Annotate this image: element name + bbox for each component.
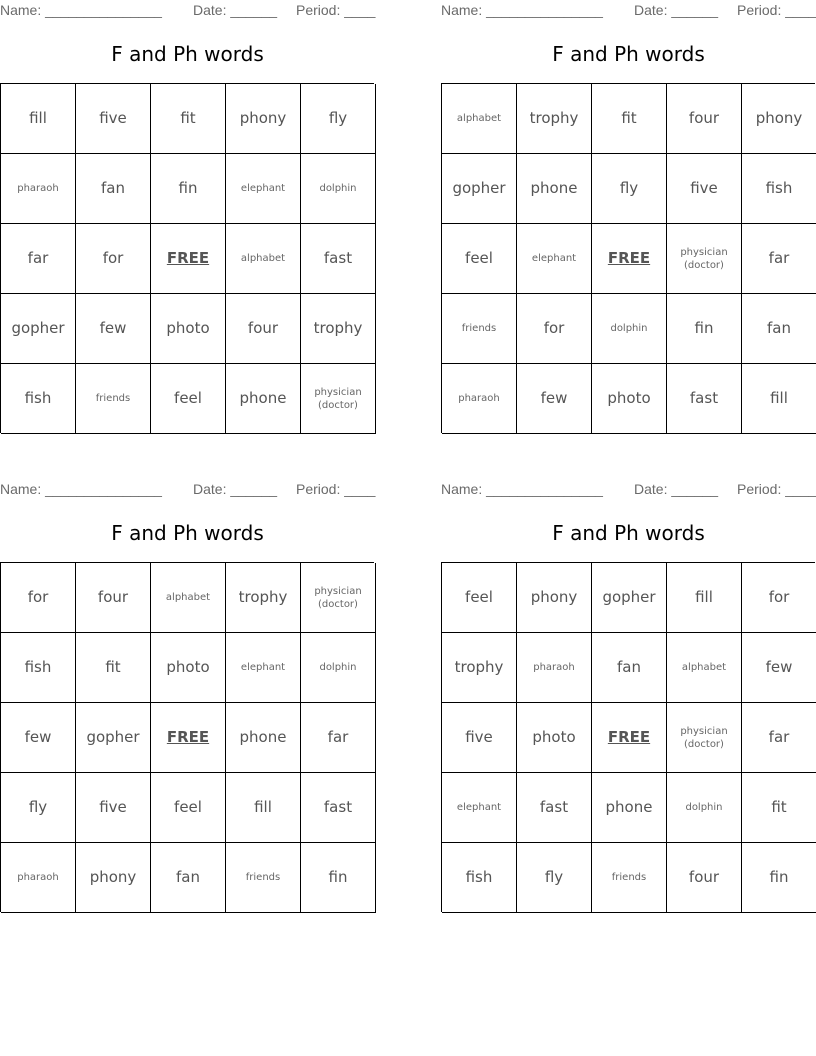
- bingo-cell: phony: [76, 843, 151, 913]
- bingo-cell: four: [667, 843, 742, 913]
- bingo-cell: fit: [76, 633, 151, 703]
- card-header: [441, 0, 816, 22]
- bingo-cell: phone: [226, 364, 301, 434]
- bingo-cell: fill: [667, 563, 742, 633]
- date-field-label: Date: ______: [634, 2, 719, 18]
- bingo-cell: fast: [301, 224, 376, 294]
- bingo-cell: alphabet: [226, 224, 301, 294]
- bingo-cell: four: [76, 563, 151, 633]
- bingo-cell: far: [301, 703, 376, 773]
- bingo-cell: fan: [76, 154, 151, 224]
- bingo-cell: fit: [742, 773, 816, 843]
- bingo-cell: fish: [1, 364, 76, 434]
- bingo-cell: physician (doctor): [301, 563, 376, 633]
- bingo-cell: for: [76, 224, 151, 294]
- name-field-label: Name: _______________: [441, 481, 603, 497]
- bingo-cell: five: [76, 773, 151, 843]
- bingo-cell: feel: [151, 773, 226, 843]
- bingo-cell: friends: [592, 843, 667, 913]
- bingo-cell: photo: [592, 364, 667, 434]
- bingo-cell: fast: [301, 773, 376, 843]
- bingo-cell: phony: [226, 84, 301, 154]
- bingo-cell: alphabet: [442, 84, 517, 154]
- bingo-grid: [441, 562, 815, 912]
- bingo-cell: trophy: [226, 563, 301, 633]
- bingo-cell: few: [742, 633, 816, 703]
- date-field-label: Date: ______: [193, 2, 278, 18]
- card-header: [0, 479, 375, 501]
- bingo-cell: fly: [1, 773, 76, 843]
- bingo-cell: elephant: [226, 154, 301, 224]
- bingo-cell: dolphin: [667, 773, 742, 843]
- bingo-card-1: [0, 0, 376, 411]
- bingo-cell: elephant: [226, 633, 301, 703]
- bingo-cell: pharaoh: [517, 633, 592, 703]
- bingo-cell: fit: [151, 84, 226, 154]
- period-field-label: Period: ____: [296, 481, 376, 497]
- bingo-cell: gopher: [1, 294, 76, 364]
- bingo-cell: phone: [517, 154, 592, 224]
- free-space-cell: FREE: [151, 224, 226, 294]
- bingo-cell: gopher: [592, 563, 667, 633]
- period-field-label: Period: ____: [737, 2, 816, 18]
- period-field-label: Period: ____: [296, 2, 376, 18]
- bingo-cell: fin: [151, 154, 226, 224]
- bingo-cell: phony: [517, 563, 592, 633]
- card-title: F and Ph words: [552, 42, 705, 66]
- bingo-cell: few: [76, 294, 151, 364]
- name-field-label: Name: _______________: [0, 2, 162, 18]
- bingo-cell: for: [742, 563, 816, 633]
- card-header: [0, 0, 375, 22]
- bingo-cell: dolphin: [301, 154, 376, 224]
- bingo-cell: fish: [742, 154, 816, 224]
- bingo-cell: friends: [442, 294, 517, 364]
- name-field-label: Name: _______________: [441, 2, 603, 18]
- bingo-cell: elephant: [517, 224, 592, 294]
- period-field-label: Period: ____: [737, 481, 816, 497]
- card-title: F and Ph words: [111, 521, 264, 545]
- date-field-label: Date: ______: [634, 481, 719, 497]
- bingo-card-2: [441, 0, 816, 407]
- bingo-cell: fast: [667, 364, 742, 434]
- card-title: F and Ph words: [111, 42, 264, 66]
- bingo-cell: phone: [592, 773, 667, 843]
- bingo-cell: photo: [517, 703, 592, 773]
- bingo-cell: gopher: [442, 154, 517, 224]
- bingo-cell: few: [1, 703, 76, 773]
- bingo-cell: physician (doctor): [667, 224, 742, 294]
- bingo-grid: [441, 83, 815, 433]
- bingo-cell: fan: [592, 633, 667, 703]
- bingo-cell: friends: [76, 364, 151, 434]
- bingo-cell: pharaoh: [442, 364, 517, 434]
- bingo-cell: phony: [742, 84, 816, 154]
- bingo-card-3: [0, 479, 376, 886]
- bingo-cell: feel: [442, 224, 517, 294]
- bingo-cell: feel: [151, 364, 226, 434]
- bingo-cell: alphabet: [667, 633, 742, 703]
- bingo-cell: for: [1, 563, 76, 633]
- bingo-cell: five: [76, 84, 151, 154]
- bingo-cell: feel: [442, 563, 517, 633]
- bingo-cell: fish: [442, 843, 517, 913]
- bingo-cell: elephant: [442, 773, 517, 843]
- bingo-cell: pharaoh: [1, 154, 76, 224]
- bingo-cell: fit: [592, 84, 667, 154]
- bingo-grid: [0, 562, 374, 912]
- date-field-label: Date: ______: [193, 481, 278, 497]
- bingo-cell: dolphin: [301, 633, 376, 703]
- bingo-cell: phone: [226, 703, 301, 773]
- bingo-cell: fan: [151, 843, 226, 913]
- bingo-cell: trophy: [517, 84, 592, 154]
- bingo-cell: for: [517, 294, 592, 364]
- bingo-cell: far: [1, 224, 76, 294]
- bingo-cell: fin: [742, 843, 816, 913]
- bingo-cell: few: [517, 364, 592, 434]
- bingo-cell: four: [226, 294, 301, 364]
- free-space-cell: FREE: [592, 703, 667, 773]
- bingo-card-4: [441, 479, 816, 886]
- bingo-cell: physician (doctor): [301, 364, 376, 434]
- free-space-cell: FREE: [592, 224, 667, 294]
- bingo-cell: fast: [517, 773, 592, 843]
- bingo-cell: dolphin: [592, 294, 667, 364]
- bingo-cell: far: [742, 224, 816, 294]
- free-space-cell: FREE: [151, 703, 226, 773]
- bingo-cell: four: [667, 84, 742, 154]
- bingo-cell: fin: [667, 294, 742, 364]
- bingo-cell: gopher: [76, 703, 151, 773]
- card-title: F and Ph words: [552, 521, 705, 545]
- bingo-cell: trophy: [442, 633, 517, 703]
- bingo-cell: fin: [301, 843, 376, 913]
- bingo-cell: far: [742, 703, 816, 773]
- bingo-cell: trophy: [301, 294, 376, 364]
- bingo-cell: fly: [592, 154, 667, 224]
- card-header: [441, 479, 816, 501]
- bingo-cell: fish: [1, 633, 76, 703]
- bingo-cell: fan: [742, 294, 816, 364]
- bingo-cell: physician (doctor): [667, 703, 742, 773]
- bingo-cell: pharaoh: [1, 843, 76, 913]
- bingo-cell: photo: [151, 633, 226, 703]
- bingo-cell: fly: [301, 84, 376, 154]
- bingo-cell: friends: [226, 843, 301, 913]
- bingo-cell: fill: [1, 84, 76, 154]
- bingo-cell: five: [442, 703, 517, 773]
- name-field-label: Name: _______________: [0, 481, 162, 497]
- bingo-cell: alphabet: [151, 563, 226, 633]
- bingo-cell: fly: [517, 843, 592, 913]
- bingo-cell: fill: [742, 364, 816, 434]
- bingo-cell: five: [667, 154, 742, 224]
- bingo-grid: [0, 83, 374, 433]
- bingo-cell: photo: [151, 294, 226, 364]
- bingo-cell: fill: [226, 773, 301, 843]
